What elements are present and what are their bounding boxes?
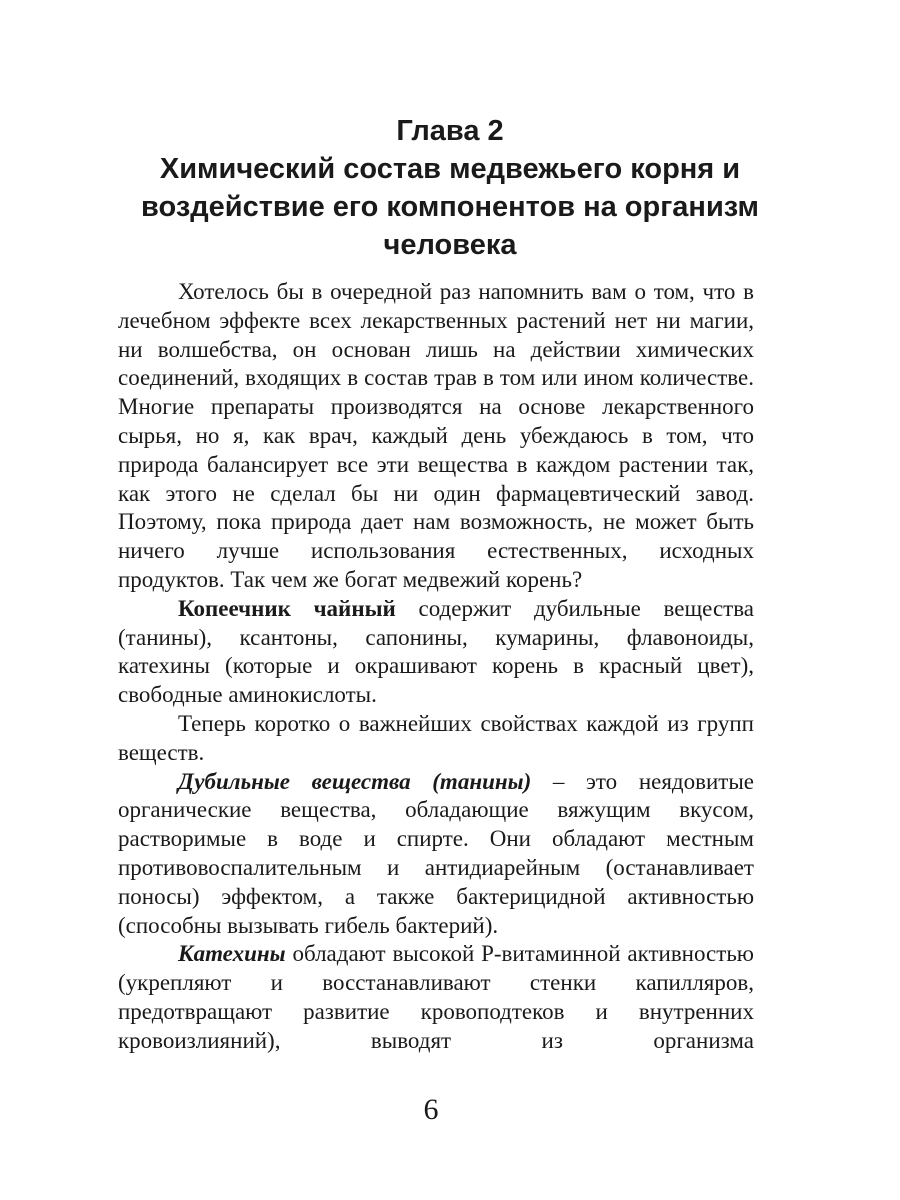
paragraph-intro: Хотелось бы в очередной раз напомнить вам о том, что в лечебном эффекте всех лекарственных растений нет ни магии, ни волшебства, он основан лишь на действии химических соединений, входящих в состав трав в том или ином количестве. Многие препараты производятся на основе лекарственного сырья, но я, как врач, каждый день убеждаюсь в том, что природа балансирует все эти вещества в каждом растении так, как этого не сделал бы ни один фармацевтический завод. Поэтому, пока природа дает нам возможность, не может быть ничего лучше использования естественных, исходных продуктов. Так чем же богат медвежий корень? — [118, 279, 754, 592]
page-number: 6 — [423, 1093, 439, 1126]
term-tannins: Дубильные вещества (танины) — [178, 768, 532, 794]
term-kopeechnik: Копеечник чайный — [178, 595, 396, 621]
chapter-heading — [100, 112, 800, 264]
chapter-title-line-3: человека — [383, 229, 517, 261]
chapter-title-line-1: Химический состав медвежьего корня и — [159, 153, 741, 185]
body-text — [118, 278, 754, 1056]
paragraph-groups: Теперь коротко о важнейших свойствах каждой из групп веществ. — [118, 710, 754, 765]
term-catechins: Катехины — [178, 941, 286, 967]
paragraph-tannins-text: – это неядовитые органические вещества, обладающие вяжущим вкусом, растворимые в воде и спирте. Они обладают местным противовоспалительным и антидиарейным (останавливает поносы) эффектом, а также бактерицидной активностью (способны вызывать гибель бактерий). — [118, 768, 754, 938]
paragraph-kopeechnik — [118, 595, 754, 710]
paragraph-tannins — [118, 768, 754, 941]
paragraph-kopeechnik-text: содержит дубильные вещества (танины), ксантоны, сапонины, кумарины, флавоноиды, катехины (которые и окрашивают корень в красный цвет), свободные аминокислоты. — [118, 595, 754, 708]
paragraph-catechins — [118, 940, 754, 1055]
chapter-number: Глава 2 — [396, 115, 504, 147]
chapter-title-line-2: воздействие его компонентов на организм — [141, 191, 759, 223]
paragraph-catechins-text: обладают высокой Р-витаминной активностью (укрепляют и восстанавливают стенки капилляров, предотвращают развитие кровоподтеков и внутренних кровоизлияний), выводят из организма — [118, 941, 754, 1053]
